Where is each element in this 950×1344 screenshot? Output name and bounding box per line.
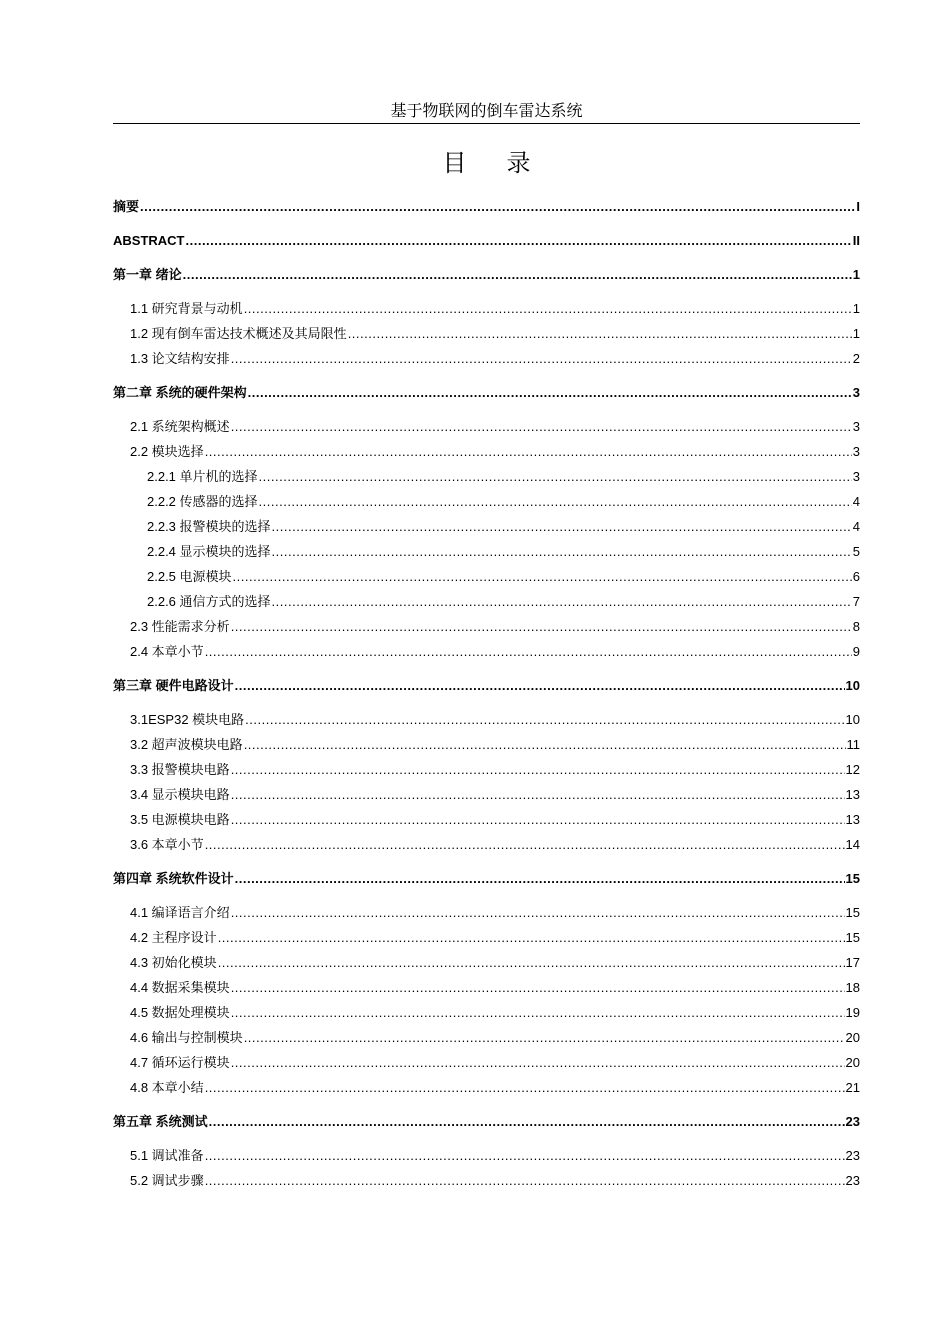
toc-dot-leader: [231, 786, 845, 804]
toc-dot-leader: [231, 811, 845, 829]
toc-section-entry[interactable]: [113, 902, 860, 922]
toc-entry-page-number: 15: [845, 871, 860, 886]
toc-entry-label: 第一章 绪论: [113, 267, 182, 282]
toc-section-entry[interactable]: [113, 709, 860, 729]
toc-entry-page-number: 9: [852, 644, 860, 659]
toc-entry-page-number: 20: [845, 1030, 860, 1045]
toc-chapter-entry[interactable]: [113, 264, 860, 284]
toc-dot-leader: [231, 418, 852, 436]
toc-entry-label: 2.2.4 显示模块的选择: [147, 544, 271, 559]
toc-dot-leader: [244, 1029, 845, 1047]
toc-dot-leader: [205, 443, 852, 461]
toc-entry-page-number: 11: [846, 737, 860, 752]
toc-dot-leader: [140, 198, 855, 216]
toc-section-entry[interactable]: [113, 952, 860, 972]
toc-dot-leader: [231, 1004, 845, 1022]
toc-entry-page-number: 2: [852, 351, 860, 366]
toc-entry-page-number: 5: [852, 544, 860, 559]
toc-entry-page-number: 13: [845, 787, 860, 802]
toc-entry-label: 2.2.3 报警模块的选择: [147, 519, 271, 534]
toc-section-entry[interactable]: [113, 441, 860, 461]
toc-section-entry[interactable]: [113, 1170, 860, 1190]
toc-section-entry[interactable]: [113, 734, 860, 754]
toc-entry-page-number: 15: [845, 930, 860, 945]
toc-chapter-entry[interactable]: [113, 230, 860, 250]
toc-dot-leader: [233, 568, 852, 586]
toc-entry-label: 2.1 系统架构概述: [130, 419, 230, 434]
toc-section-entry[interactable]: [113, 809, 860, 829]
toc-section-entry[interactable]: [113, 641, 860, 661]
toc-section-entry[interactable]: [113, 566, 860, 586]
toc-entry-label: 第四章 系统软件设计: [113, 871, 234, 886]
toc-chapter-entry[interactable]: [113, 196, 860, 216]
running-header: 基于物联网的倒车雷达系统: [113, 100, 860, 124]
toc-entry-label: 摘要: [113, 199, 140, 214]
toc-entry-label: 1.1 研究背景与动机: [130, 301, 243, 316]
toc-dot-leader: [272, 593, 852, 611]
toc-entry-page-number: 10: [845, 712, 860, 727]
toc-entry-label: 1.3 论文结构安排: [130, 351, 230, 366]
toc-entry-label: 4.7 循环运行模块: [130, 1055, 230, 1070]
toc-entry-label: 3.1ESP32 模块电路: [130, 712, 245, 727]
toc-dot-leader: [272, 543, 852, 561]
toc-section-entry[interactable]: [113, 977, 860, 997]
toc-section-entry[interactable]: [113, 591, 860, 611]
toc-entry-label: 第三章 硬件电路设计: [113, 678, 234, 693]
toc-entry-page-number: 23: [845, 1148, 860, 1163]
toc-chapter-entry[interactable]: [113, 1111, 860, 1131]
toc-entry-label: 3.5 电源模块电路: [130, 812, 230, 827]
toc-entry-page-number: 23: [845, 1114, 860, 1129]
toc-entry-page-number: 8: [852, 619, 860, 634]
toc-section-entry[interactable]: [113, 1052, 860, 1072]
toc-entry-page-number: 15: [845, 905, 860, 920]
toc-dot-leader: [231, 904, 845, 922]
toc-entry-page-number: 3: [852, 385, 860, 400]
toc-section-entry[interactable]: [113, 491, 860, 511]
toc-dot-leader: [231, 618, 852, 636]
toc-dot-leader: [248, 384, 852, 402]
toc-entry-label: 2.2.6 通信方式的选择: [147, 594, 271, 609]
toc-section-entry[interactable]: [113, 298, 860, 318]
toc-entry-label: 第二章 系统的硬件架构: [113, 385, 247, 400]
toc-dot-leader: [231, 350, 852, 368]
toc-entry-page-number: 3: [852, 444, 860, 459]
toc-entry-label: 4.1 编译语言介绍: [130, 905, 230, 920]
toc-dot-leader: [348, 325, 852, 343]
toc-section-entry[interactable]: [113, 323, 860, 343]
toc-dot-leader: [259, 493, 852, 511]
toc-entry-label: 2.2.5 电源模块: [147, 569, 232, 584]
toc-section-entry[interactable]: [113, 416, 860, 436]
toc-entry-label: 1.2 现有倒车雷达技术概述及其局限性: [130, 326, 347, 341]
toc-dot-leader: [205, 1079, 845, 1097]
toc-entry-page-number: I: [856, 199, 860, 214]
toc-entry-page-number: 10: [845, 678, 860, 693]
toc-entry-label: 3.2 超声波模块电路: [130, 737, 243, 752]
toc-section-entry[interactable]: [113, 1027, 860, 1047]
toc-entry-page-number: 6: [852, 569, 860, 584]
toc-dot-leader: [205, 836, 845, 854]
toc-entry-page-number: 23: [845, 1173, 860, 1188]
toc-dot-leader: [231, 979, 845, 997]
toc-chapter-entry[interactable]: [113, 868, 860, 888]
toc-entry-page-number: 13: [845, 812, 860, 827]
toc-entry-label: 第五章 系统测试: [113, 1114, 208, 1129]
toc-dot-leader: [209, 1113, 845, 1131]
toc-dot-leader: [235, 870, 845, 888]
toc-section-entry[interactable]: [113, 1145, 860, 1165]
toc-entry-label: 4.5 数据处理模块: [130, 1005, 230, 1020]
toc-entry-page-number: 1: [852, 301, 860, 316]
toc-section-entry[interactable]: [113, 784, 860, 804]
toc-dot-leader: [218, 929, 845, 947]
toc-entry-label: 5.1 调试准备: [130, 1148, 204, 1163]
toc-entry-page-number: 4: [852, 494, 860, 509]
toc-entry-page-number: 1: [852, 267, 860, 282]
toc-entry-page-number: 7: [852, 594, 860, 609]
toc-entry-label: 3.3 报警模块电路: [130, 762, 230, 777]
toc-dot-leader: [205, 643, 852, 661]
toc-entry-label: 2.2.1 单片机的选择: [147, 469, 258, 484]
toc-entry-page-number: 3: [852, 469, 860, 484]
toc-entry-page-number: 1: [852, 326, 860, 341]
toc-entry-label: 2.4 本章小节: [130, 644, 204, 659]
toc-entry-label: 4.8 本章小结: [130, 1080, 204, 1095]
toc-entry-page-number: 4: [852, 519, 860, 534]
toc-entry-label: 4.6 输出与控制模块: [130, 1030, 243, 1045]
toc-chapter-entry[interactable]: [113, 382, 860, 402]
toc-section-entry[interactable]: [113, 541, 860, 561]
toc-entry-label: 2.2.2 传感器的选择: [147, 494, 258, 509]
toc-section-entry[interactable]: [113, 616, 860, 636]
toc-entry-page-number: 12: [845, 762, 860, 777]
toc-entry-label: 4.4 数据采集模块: [130, 980, 230, 995]
toc-dot-leader: [259, 468, 852, 486]
toc-section-entry[interactable]: [113, 759, 860, 779]
toc-entry-page-number: 19: [845, 1005, 860, 1020]
toc-section-entry[interactable]: [113, 1002, 860, 1022]
toc-entry-label: 3.4 显示模块电路: [130, 787, 230, 802]
toc-dot-leader: [244, 736, 846, 754]
toc-entry-label: 3.6 本章小节: [130, 837, 204, 852]
toc-entry-label: 2.2 模块选择: [130, 444, 204, 459]
toc-dot-leader: [245, 711, 844, 729]
toc-dot-leader: [244, 300, 852, 318]
toc-dot-leader: [272, 518, 852, 536]
toc-section-entry[interactable]: [113, 1077, 860, 1097]
toc-entry-page-number: 21: [845, 1080, 860, 1095]
toc-entry-page-number: II: [852, 233, 860, 248]
toc-section-entry[interactable]: [113, 834, 860, 854]
toc-entry-page-number: 14: [845, 837, 860, 852]
toc-section-entry[interactable]: [113, 927, 860, 947]
toc-entry-label: 5.2 调试步骤: [130, 1173, 204, 1188]
toc-dot-leader: [235, 677, 845, 695]
toc-dot-leader: [205, 1172, 845, 1190]
toc-chapter-entry[interactable]: [113, 675, 860, 695]
toc-dot-leader: [186, 232, 852, 250]
toc-entry-label: 4.3 初始化模块: [130, 955, 217, 970]
toc-dot-leader: [205, 1147, 845, 1165]
toc-entry-label: 2.3 性能需求分析: [130, 619, 230, 634]
toc-entry-label: 4.2 主程序设计: [130, 930, 217, 945]
toc-entry-page-number: 20: [845, 1055, 860, 1070]
toc-entry-page-number: 3: [852, 419, 860, 434]
toc-section-entry[interactable]: [113, 516, 860, 536]
toc-dot-leader: [231, 761, 845, 779]
toc-entry-page-number: 18: [845, 980, 860, 995]
toc-entry-label: ABSTRACT: [113, 233, 185, 248]
toc-dot-leader: [218, 954, 845, 972]
toc-entry-page-number: 17: [845, 955, 860, 970]
toc-section-entry[interactable]: [113, 466, 860, 486]
page-title: 目录: [442, 149, 571, 177]
toc-dot-leader: [183, 266, 852, 284]
toc-section-entry[interactable]: [113, 348, 860, 368]
toc-dot-leader: [231, 1054, 845, 1072]
